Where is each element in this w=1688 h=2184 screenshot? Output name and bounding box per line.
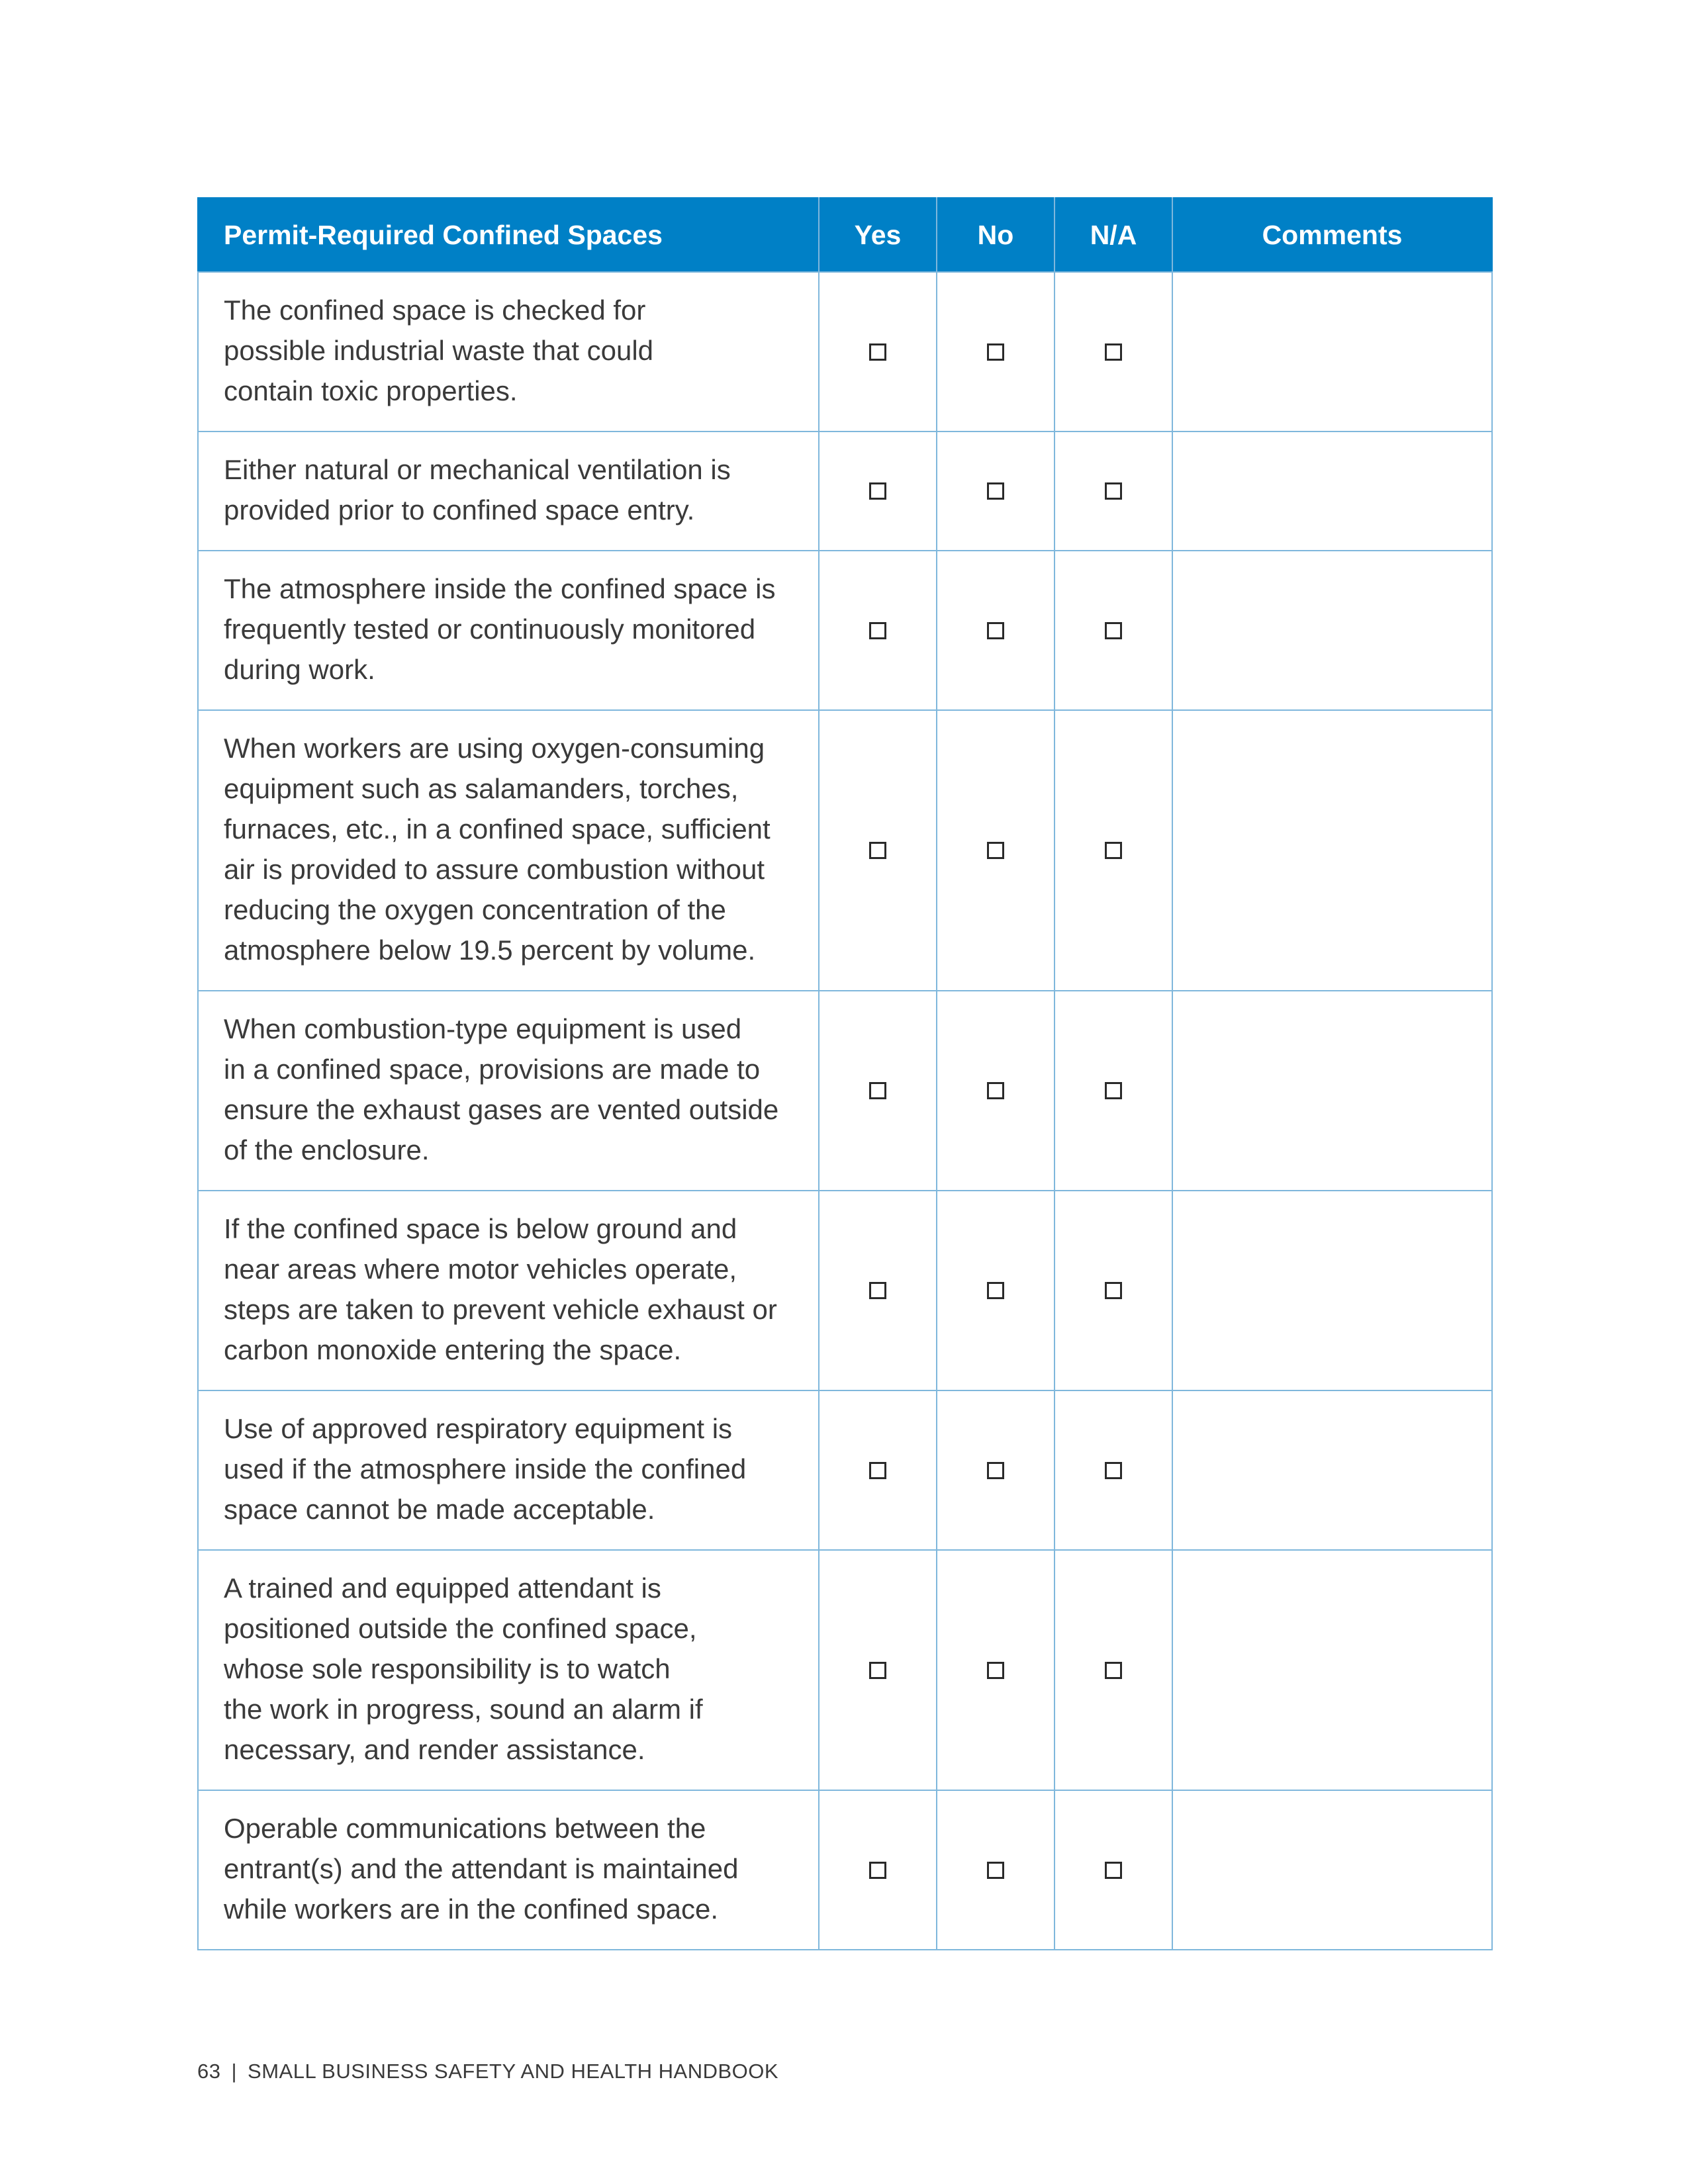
checklist-item-text: Operable communications between the entrant(s) and the attendant is maintained while workers are in the confined space. [198,1790,819,1950]
na-checkbox[interactable] [1105,1082,1122,1099]
checkbox-cell-no [937,1790,1055,1950]
checkbox-cell-na [1055,1790,1172,1950]
footer-separator: | [231,2060,238,2083]
no-checkbox[interactable] [987,1282,1004,1299]
checkbox-cell-yes [819,1191,937,1390]
no-checkbox[interactable] [987,1662,1004,1679]
checkbox-cell-no [937,551,1055,710]
no-checkbox[interactable] [987,622,1004,639]
yes-checkbox[interactable] [869,1282,886,1299]
no-checkbox[interactable] [987,1462,1004,1479]
checklist-item-text: When workers are using oxygen-consuming equipment such as salamanders, torches, furnaces, etc., in a confined space, sufficient air is provided to assure combustion without reducing the oxygen concentration of the atmosphere below 19.5 percent by volume. [198,710,819,991]
comments-cell[interactable] [1172,710,1492,991]
comments-cell[interactable] [1172,1550,1492,1790]
comments-cell[interactable] [1172,1790,1492,1950]
checklist-row [198,991,1492,1191]
checklist-item-text: If the confined space is below ground and near areas where motor vehicles operate, steps are taken to prevent vehicle exhaust or carbon monoxide entering the space. [198,1191,819,1390]
comments-cell[interactable] [1172,551,1492,710]
checklist-table [197,197,1493,1950]
checkbox-cell-no [937,1191,1055,1390]
checkbox-cell-yes [819,710,937,991]
page-footer [197,2060,778,2083]
na-checkbox[interactable] [1105,482,1122,500]
page-number: 63 [197,2060,221,2083]
header-yes: Yes [819,198,937,272]
header-no: No [937,198,1055,272]
checkbox-cell-na [1055,1191,1172,1390]
checklist-row [198,1390,1492,1550]
yes-checkbox[interactable] [869,842,886,859]
checkbox-cell-no [937,991,1055,1191]
checkbox-cell-na [1055,991,1172,1191]
checkbox-cell-no [937,272,1055,432]
header-item: Permit-Required Confined Spaces [198,198,819,272]
na-checkbox[interactable] [1105,622,1122,639]
na-checkbox[interactable] [1105,1862,1122,1879]
checkbox-cell-na [1055,551,1172,710]
na-checkbox[interactable] [1105,1282,1122,1299]
na-checkbox[interactable] [1105,343,1122,361]
checkbox-cell-na [1055,1550,1172,1790]
na-checkbox[interactable] [1105,1462,1122,1479]
checkbox-cell-na [1055,710,1172,991]
yes-checkbox[interactable] [869,343,886,361]
comments-cell[interactable] [1172,432,1492,551]
header-comments: Comments [1172,198,1492,272]
no-checkbox[interactable] [987,1082,1004,1099]
checklist-row [198,710,1492,991]
comments-cell[interactable] [1172,1390,1492,1550]
na-checkbox[interactable] [1105,842,1122,859]
checkbox-cell-no [937,710,1055,991]
checkbox-cell-yes [819,1550,937,1790]
checkbox-cell-yes [819,432,937,551]
checkbox-cell-no [937,1550,1055,1790]
yes-checkbox[interactable] [869,1082,886,1099]
yes-checkbox[interactable] [869,1462,886,1479]
checklist-item-text: Either natural or mechanical ventilation is provided prior to confined space entry. [198,432,819,551]
checkbox-cell-no [937,432,1055,551]
checkbox-cell-yes [819,1790,937,1950]
no-checkbox[interactable] [987,1862,1004,1879]
no-checkbox[interactable] [987,842,1004,859]
checkbox-cell-na [1055,432,1172,551]
checklist-item-text: The atmosphere inside the confined space is frequently tested or continuously monitored during work. [198,551,819,710]
no-checkbox[interactable] [987,343,1004,361]
checkbox-cell-na [1055,1390,1172,1550]
handbook-title: SMALL BUSINESS SAFETY AND HEALTH HANDBOOK [248,2060,779,2083]
checklist-row [198,1550,1492,1790]
checklist-header [198,198,1492,272]
no-checkbox[interactable] [987,482,1004,500]
checkbox-cell-no [937,1390,1055,1550]
yes-checkbox[interactable] [869,1662,886,1679]
yes-checkbox[interactable] [869,1862,886,1879]
checklist-item-text: Use of approved respiratory equipment is used if the atmosphere inside the confined space cannot be made acceptable. [198,1390,819,1550]
checklist-item-text: The confined space is checked for possible industrial waste that could contain toxic properties. [198,272,819,432]
comments-cell[interactable] [1172,272,1492,432]
checklist-row [198,272,1492,432]
checkbox-cell-yes [819,551,937,710]
checklist-body [198,272,1492,1950]
checkbox-cell-yes [819,991,937,1191]
checkbox-cell-na [1055,272,1172,432]
yes-checkbox[interactable] [869,482,886,500]
na-checkbox[interactable] [1105,1662,1122,1679]
checklist-item-text: When combustion-type equipment is used in a confined space, provisions are made to ensure the exhaust gases are vented outside of the enclosure. [198,991,819,1191]
yes-checkbox[interactable] [869,622,886,639]
checklist-row [198,1191,1492,1390]
checklist-row [198,1790,1492,1950]
comments-cell[interactable] [1172,1191,1492,1390]
checkbox-cell-yes [819,1390,937,1550]
comments-cell[interactable] [1172,991,1492,1191]
checklist-item-text: A trained and equipped attendant is positioned outside the confined space, whose sole responsibility is to watch the work in progress, sound an alarm if necessary, and render assistance. [198,1550,819,1790]
checklist-row [198,432,1492,551]
header-row [198,198,1492,272]
checkbox-cell-yes [819,272,937,432]
checklist-row [198,551,1492,710]
header-na: N/A [1055,198,1172,272]
